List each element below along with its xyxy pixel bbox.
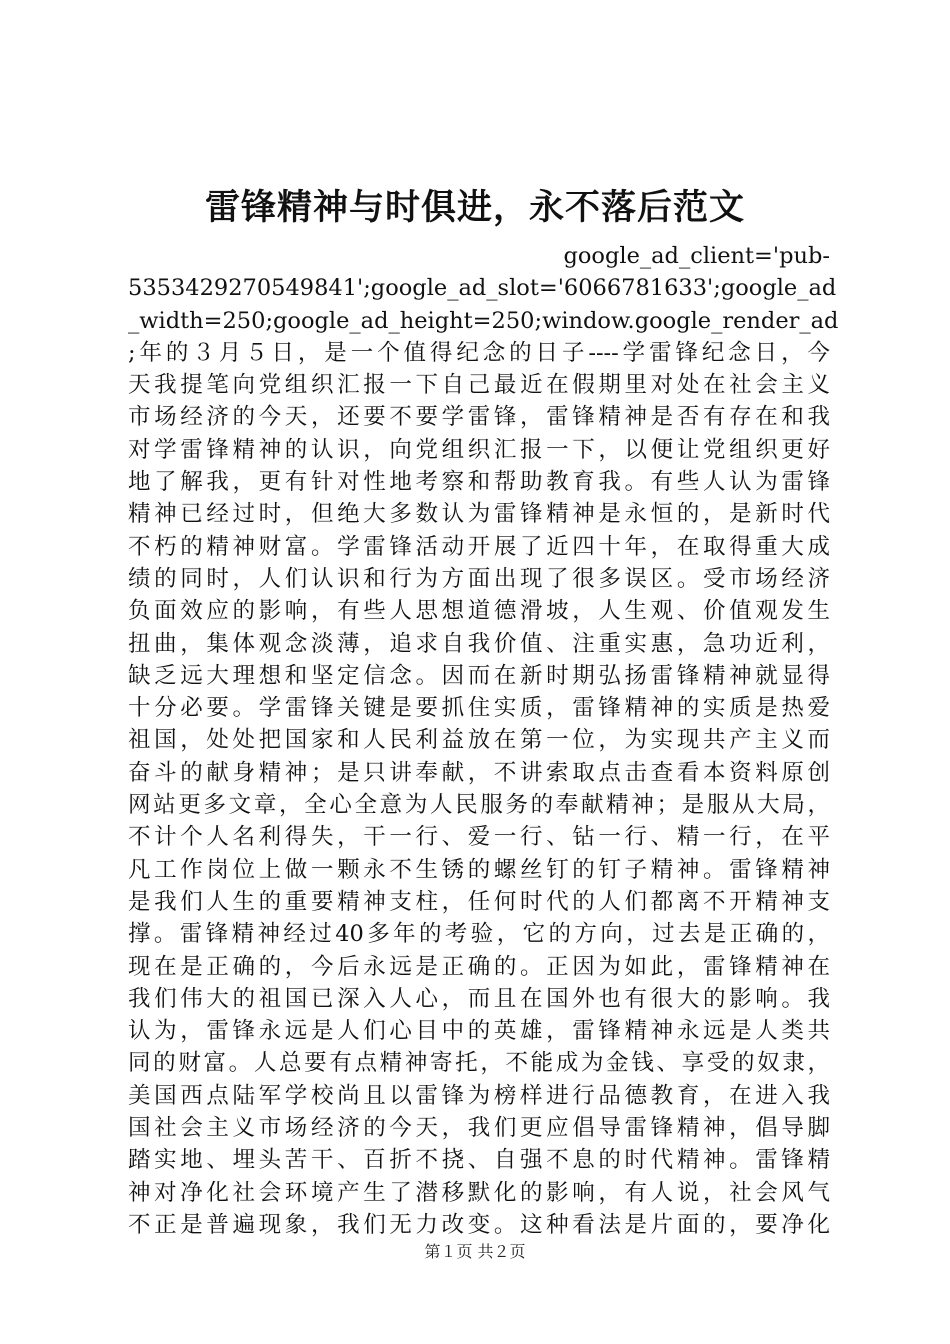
body-line: 是我们人生的重要精神支柱，任何时代的人们都离不开精神支: [128, 888, 830, 915]
body-line: 现在是正确的，今后永远是正确的。正因为如此，雷锋精神在: [128, 953, 830, 980]
body-line: 缺乏远大理想和坚定信念。因而在新时期弘扬雷锋精神就显得: [128, 662, 830, 689]
body-line: 奋斗的献身精神；是只讲奉献，不讲索取点击查看本资料原创: [128, 759, 830, 786]
body-line: 网站更多文章，全心全意为人民服务的奉献精神；是服从大局，: [128, 792, 830, 819]
body-line: 祖国，处处把国家和人民利益放在第一位，为实现共产主义而: [128, 727, 830, 754]
body-line: 绩的同时，人们认识和行为方面出现了很多误区。受市场经济: [128, 565, 830, 592]
body-line: 认为，雷锋永远是人们心目中的英雄，雷锋精神永远是人类共: [128, 1018, 830, 1045]
body-line: 精神已经过时，但绝大多数认为雷锋精神是永恒的，是新时代: [128, 501, 830, 528]
body-line: 不计个人名利得失，干一行、爱一行、钻一行、精一行，在平: [128, 824, 830, 851]
body-line: google_ad_client='pub-: [563, 243, 830, 269]
body-line: 撑。雷锋精神经过40多年的考验，它的方向，过去是正确的，: [128, 921, 830, 948]
body-line: 神对净化社会环境产生了潜移默化的影响，有人说，社会风气: [128, 1179, 830, 1206]
document-title: 雷锋精神与时俱进，永不落后范文: [204, 187, 745, 228]
body-line: 不朽的精神财富。学雷锋活动开展了近四十年，在取得重大成: [128, 533, 830, 560]
body-line: 我们伟大的祖国已深入人心，而且在国外也有很大的影响。我: [128, 985, 830, 1012]
body-line: _width=250;google_ad_height=250;window.google_render_ad: [128, 307, 839, 334]
body-line: 同的财富。人总要有点精神寄托，不能成为金钱、享受的奴隶，: [128, 1050, 830, 1077]
body-line: 踏实地、埋头苦干、百折不挠、自强不息的时代精神。雷锋精: [128, 1147, 830, 1174]
body-line: 美国西点陆军学校尚且以雷锋为榜样进行品德教育，在进入我: [128, 1082, 830, 1109]
body-line: 地了解我，更有针对性地考察和帮助教育我。有些人认为雷锋: [128, 469, 830, 496]
body-line: 扭曲，集体观念淡薄，追求自我价值、注重实惠，急功近利，: [128, 630, 830, 657]
body-line: 十分必要。学雷锋关键是要抓住实质，雷锋精神的实质是热爱: [128, 695, 830, 722]
body-line: 负面效应的影响，有些人思想道德滑坡，人生观、价值观发生: [128, 598, 830, 625]
body-line: 凡工作岗位上做一颗永不生锈的螺丝钉的钉子精神。雷锋精神: [128, 856, 830, 883]
page-number: 第１页 共２页: [424, 1242, 526, 1261]
body-line: 5353429270549841';google_ad_slot='6066781633';google_ad: [128, 275, 837, 302]
document-body: [128, 240, 839, 1241]
body-line: ;年的３月５日，是一个值得纪念的日子----学雷锋纪念日，今: [128, 339, 830, 366]
body-line: 对学雷锋精神的认识，向党组织汇报一下，以便让党组织更好: [128, 436, 830, 463]
body-line: 不正是普遍现象，我们无力改变。这种看法是片面的，要净化: [128, 1211, 830, 1238]
body-line: 天我提笔向党组织汇报一下自己最近在假期里对处在社会主义: [128, 372, 830, 399]
body-line: 国社会主义市场经济的今天，我们更应倡导雷锋精神，倡导脚: [128, 1115, 830, 1142]
body-line: 市场经济的今天，还要不要学雷锋，雷锋精神是否有存在和我: [128, 404, 830, 431]
